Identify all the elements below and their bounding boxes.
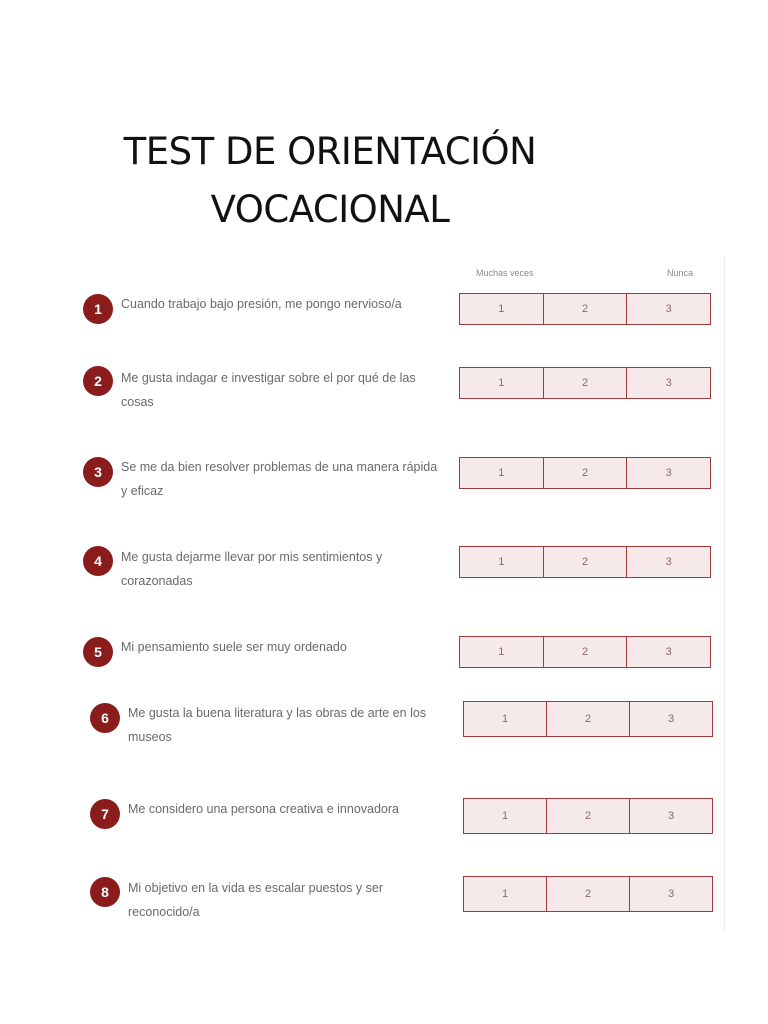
question-number-badge: 2 <box>83 366 113 396</box>
question-number-badge: 1 <box>83 294 113 324</box>
title-line-1: TEST DE ORIENTACIÓN <box>123 129 537 173</box>
question-number-badge: 8 <box>90 877 120 907</box>
answer-option-1[interactable]: 1 <box>460 294 544 324</box>
answer-scale <box>459 367 711 399</box>
answer-option-2[interactable]: 2 <box>544 294 628 324</box>
page-title <box>60 123 600 239</box>
scale-label-never: Nunca <box>667 268 694 278</box>
answer-option-3[interactable]: 3 <box>665 556 672 568</box>
answer-scale <box>459 293 711 325</box>
answer-option-1[interactable]: 1 <box>460 368 544 398</box>
answer-option-2[interactable]: 2 <box>547 799 630 833</box>
question-number-badge: 6 <box>90 703 120 733</box>
answer-option-2[interactable]: 2 <box>547 877 630 911</box>
answer-option-2[interactable]: 2 <box>544 368 628 398</box>
answer-scale <box>459 457 711 489</box>
answer-option-1[interactable]: 1 <box>464 702 547 736</box>
answer-option-1[interactable]: 1 <box>460 637 544 667</box>
answer-scale <box>463 701 713 737</box>
answer-scale <box>459 636 711 668</box>
question-text: Mi pensamiento suele ser muy ordenado <box>121 640 347 654</box>
question-text: Me considero una persona creativa e innovadora <box>128 802 400 816</box>
question-text: Se me da bien resolver problemas de una manera rápida y eficaz <box>121 460 438 498</box>
title-line-2: VOCACIONAL <box>210 187 450 231</box>
question-text: Me gusta la buena literatura y las obras de arte en los museos <box>128 706 427 744</box>
answer-option-2[interactable]: 2 <box>544 547 628 577</box>
answer-scale <box>459 546 711 578</box>
answer-option-1[interactable]: 1 <box>464 799 547 833</box>
answer-option-1[interactable]: 1 <box>460 547 544 577</box>
answer-option-3[interactable]: 3 <box>665 377 672 389</box>
answer-option-2[interactable]: 2 <box>544 637 628 667</box>
question-number-badge: 5 <box>83 637 113 667</box>
question-text: Me gusta dejarme llevar por mis sentimientos y corazonadas <box>121 550 383 588</box>
answer-option-3[interactable]: 3 <box>665 303 672 315</box>
answer-option-1[interactable]: 1 <box>464 877 547 911</box>
answer-option-2[interactable]: 2 <box>544 458 628 488</box>
page-divider <box>724 256 725 932</box>
answer-option-3[interactable]: 3 <box>665 467 672 479</box>
answer-option-3[interactable]: 3 <box>665 646 672 658</box>
question-text: Cuando trabajo bajo presión, me pongo nervioso/a <box>121 297 402 311</box>
answer-option-2[interactable]: 2 <box>547 702 630 736</box>
answer-option-3[interactable]: 3 <box>667 888 675 900</box>
scale-label-often: Muchas veces <box>476 268 534 278</box>
answer-option-1[interactable]: 1 <box>460 458 544 488</box>
question-text: Mi objetivo en la vida es escalar puestos y ser reconocido/a <box>128 881 383 919</box>
answer-scale <box>463 798 713 834</box>
answer-option-3[interactable]: 3 <box>667 810 675 822</box>
question-number-badge: 3 <box>83 457 113 487</box>
answer-scale <box>463 876 713 912</box>
question-text: Me gusta indagar e investigar sobre el por qué de las cosas <box>121 371 416 409</box>
question-number-badge: 4 <box>83 546 113 576</box>
answer-option-3[interactable]: 3 <box>667 713 675 725</box>
question-number-badge: 7 <box>90 799 120 829</box>
